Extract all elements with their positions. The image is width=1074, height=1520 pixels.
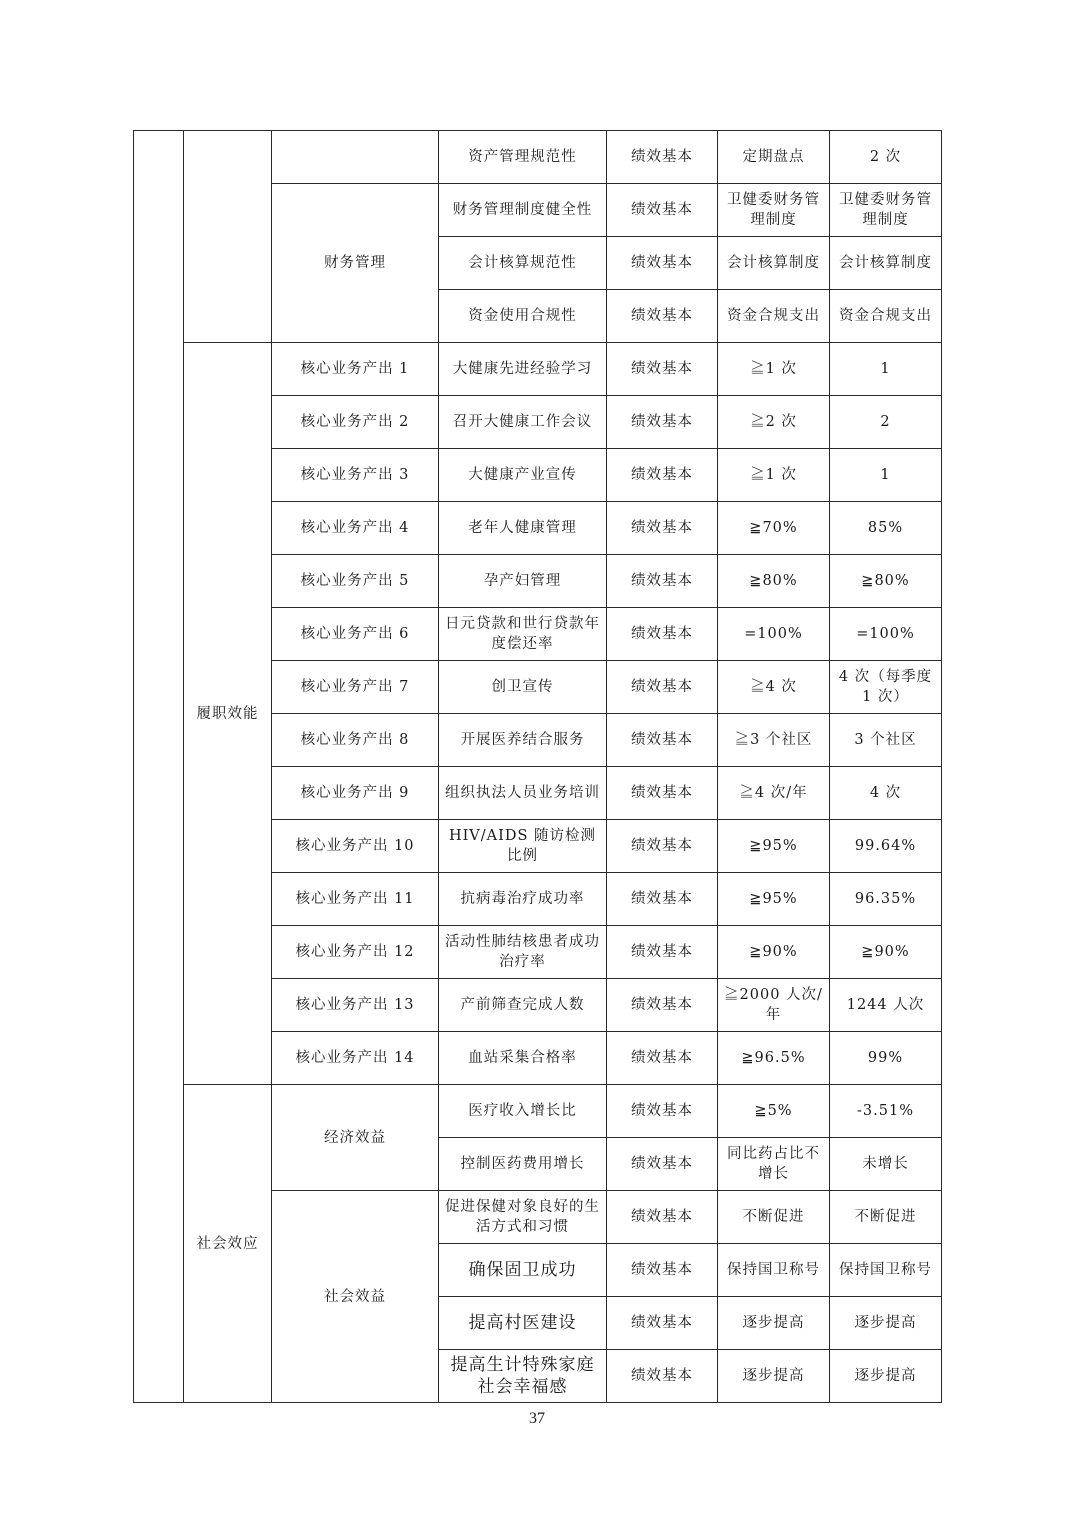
target-cell: 同比药占比不增长 [718,1138,830,1191]
actual-cell: =100% [830,608,942,661]
type-cell: 绩效基本 [607,449,718,502]
actual-cell: 85% [830,502,942,555]
target-cell: ≧4 次/年 [718,767,830,820]
secondary-cell: 核心业务产出 3 [272,449,439,502]
indicator-cell: 抗病毒治疗成功率 [439,873,607,926]
target-cell: 逐步提高 [718,1297,830,1350]
table-row [134,1085,942,1138]
actual-cell: 未增长 [830,1138,942,1191]
indicator-cell: 会计核算规范性 [439,237,607,290]
indicator-cell: 创卫宣传 [439,661,607,714]
type-cell: 绩效基本 [607,714,718,767]
type-cell: 绩效基本 [607,184,718,237]
target-cell: =100% [718,608,830,661]
level2-cell-management [184,131,272,343]
indicator-cell: 财务管理制度健全性 [439,184,607,237]
secondary-cell: 核心业务产出 4 [272,502,439,555]
type-cell: 绩效基本 [607,343,718,396]
secondary-cell: 核心业务产出 9 [272,767,439,820]
type-cell: 绩效基本 [607,767,718,820]
table-row [134,131,942,184]
secondary-cell: 核心业务产出 13 [272,979,439,1032]
target-cell: 定期盘点 [718,131,830,184]
type-cell: 绩效基本 [607,237,718,290]
secondary-cell: 核心业务产出 11 [272,873,439,926]
type-cell: 绩效基本 [607,1138,718,1191]
target-cell: ≧3 个社区 [718,714,830,767]
actual-cell: 1 [830,343,942,396]
social-sub-cell: 社会效益 [272,1191,439,1403]
actual-cell: 资金合规支出 [830,290,942,343]
indicator-cell: 确保固卫成功 [439,1244,607,1297]
indicator-cell: HIV/AIDS 随访检测比例 [439,820,607,873]
target-cell: 资金合规支出 [718,290,830,343]
performance-category-cell: 履职效能 [184,343,272,1085]
target-cell: ≧5% [718,1085,830,1138]
target-cell: ≧95% [718,873,830,926]
type-cell: 绩效基本 [607,608,718,661]
indicator-cell: 召开大健康工作会议 [439,396,607,449]
type-cell: 绩效基本 [607,555,718,608]
type-cell: 绩效基本 [607,661,718,714]
actual-cell: 99.64% [830,820,942,873]
target-cell: ≧70% [718,502,830,555]
actual-cell: ≧80% [830,555,942,608]
secondary-cell: 核心业务产出 14 [272,1032,439,1085]
target-cell: ≧2000 人次/年 [718,979,830,1032]
actual-cell: 96.35% [830,873,942,926]
actual-cell: 保持国卫称号 [830,1244,942,1297]
target-cell: ≧1 次 [718,343,830,396]
actual-cell: 1244 人次 [830,979,942,1032]
target-cell: ≧2 次 [718,396,830,449]
secondary-cell: 核心业务产出 10 [272,820,439,873]
actual-cell: 2 [830,396,942,449]
actual-cell: -3.51% [830,1085,942,1138]
type-cell: 绩效基本 [607,396,718,449]
type-cell: 绩效基本 [607,1350,718,1403]
type-cell: 绩效基本 [607,1032,718,1085]
actual-cell: 4 次（每季度 1 次） [830,661,942,714]
indicator-cell: 医疗收入增长比 [439,1085,607,1138]
type-cell: 绩效基本 [607,820,718,873]
indicator-cell: 资产管理规范性 [439,131,607,184]
actual-cell: ≧90% [830,926,942,979]
level3-cell-empty [272,131,439,184]
economic-sub-cell: 经济效益 [272,1085,439,1191]
target-cell: ≧80% [718,555,830,608]
indicator-cell: 老年人健康管理 [439,502,607,555]
actual-cell: 不断促进 [830,1191,942,1244]
actual-cell: 逐步提高 [830,1297,942,1350]
secondary-cell: 核心业务产出 8 [272,714,439,767]
indicator-cell: 大健康先进经验学习 [439,343,607,396]
level1-cell [134,131,184,1403]
indicator-cell: 产前筛查完成人数 [439,979,607,1032]
target-cell: 会计核算制度 [718,237,830,290]
page-number: 37 [529,1410,545,1427]
secondary-cell: 核心业务产出 2 [272,396,439,449]
actual-cell: 2 次 [830,131,942,184]
target-cell: 逐步提高 [718,1350,830,1403]
target-cell: ≧90% [718,926,830,979]
indicator-cell: 控制医药费用增长 [439,1138,607,1191]
actual-cell: 逐步提高 [830,1350,942,1403]
indicator-cell: 孕产妇管理 [439,555,607,608]
type-cell: 绩效基本 [607,1085,718,1138]
type-cell: 绩效基本 [607,1191,718,1244]
target-cell: ≧1 次 [718,449,830,502]
secondary-cell: 核心业务产出 6 [272,608,439,661]
indicator-cell: 资金使用合规性 [439,290,607,343]
indicator-cell: 促进保健对象良好的生活方式和习惯 [439,1191,607,1244]
type-cell: 绩效基本 [607,1244,718,1297]
indicator-cell: 血站采集合格率 [439,1032,607,1085]
actual-cell: 3 个社区 [830,714,942,767]
actual-cell: 1 [830,449,942,502]
type-cell: 绩效基本 [607,873,718,926]
secondary-cell: 核心业务产出 1 [272,343,439,396]
target-cell: ≧96.5% [718,1032,830,1085]
type-cell: 绩效基本 [607,290,718,343]
indicator-cell: 组织执法人员业务培训 [439,767,607,820]
target-cell: ≧95% [718,820,830,873]
actual-cell: 会计核算制度 [830,237,942,290]
secondary-cell: 核心业务产出 12 [272,926,439,979]
indicator-cell: 提高村医建设 [439,1297,607,1350]
actual-cell: 4 次 [830,767,942,820]
actual-cell: 99% [830,1032,942,1085]
secondary-cell: 核心业务产出 5 [272,555,439,608]
social-category-cell: 社会效应 [184,1085,272,1403]
indicator-cell: 活动性肺结核患者成功治疗率 [439,926,607,979]
finance-category-cell: 财务管理 [272,184,439,343]
target-cell: 卫健委财务管理制度 [718,184,830,237]
type-cell: 绩效基本 [607,1297,718,1350]
secondary-cell: 核心业务产出 7 [272,661,439,714]
type-cell: 绩效基本 [607,979,718,1032]
actual-cell: 卫健委财务管理制度 [830,184,942,237]
indicator-cell: 日元贷款和世行贷款年度偿还率 [439,608,607,661]
type-cell: 绩效基本 [607,926,718,979]
table-row [134,343,942,396]
indicator-cell: 提高生计特殊家庭社会幸福感 [439,1350,607,1403]
target-cell: ≧4 次 [718,661,830,714]
target-cell: 保持国卫称号 [718,1244,830,1297]
indicator-cell: 开展医养结合服务 [439,714,607,767]
performance-table [133,130,942,1403]
type-cell: 绩效基本 [607,502,718,555]
target-cell: 不断促进 [718,1191,830,1244]
indicator-cell: 大健康产业宣传 [439,449,607,502]
type-cell: 绩效基本 [607,131,718,184]
